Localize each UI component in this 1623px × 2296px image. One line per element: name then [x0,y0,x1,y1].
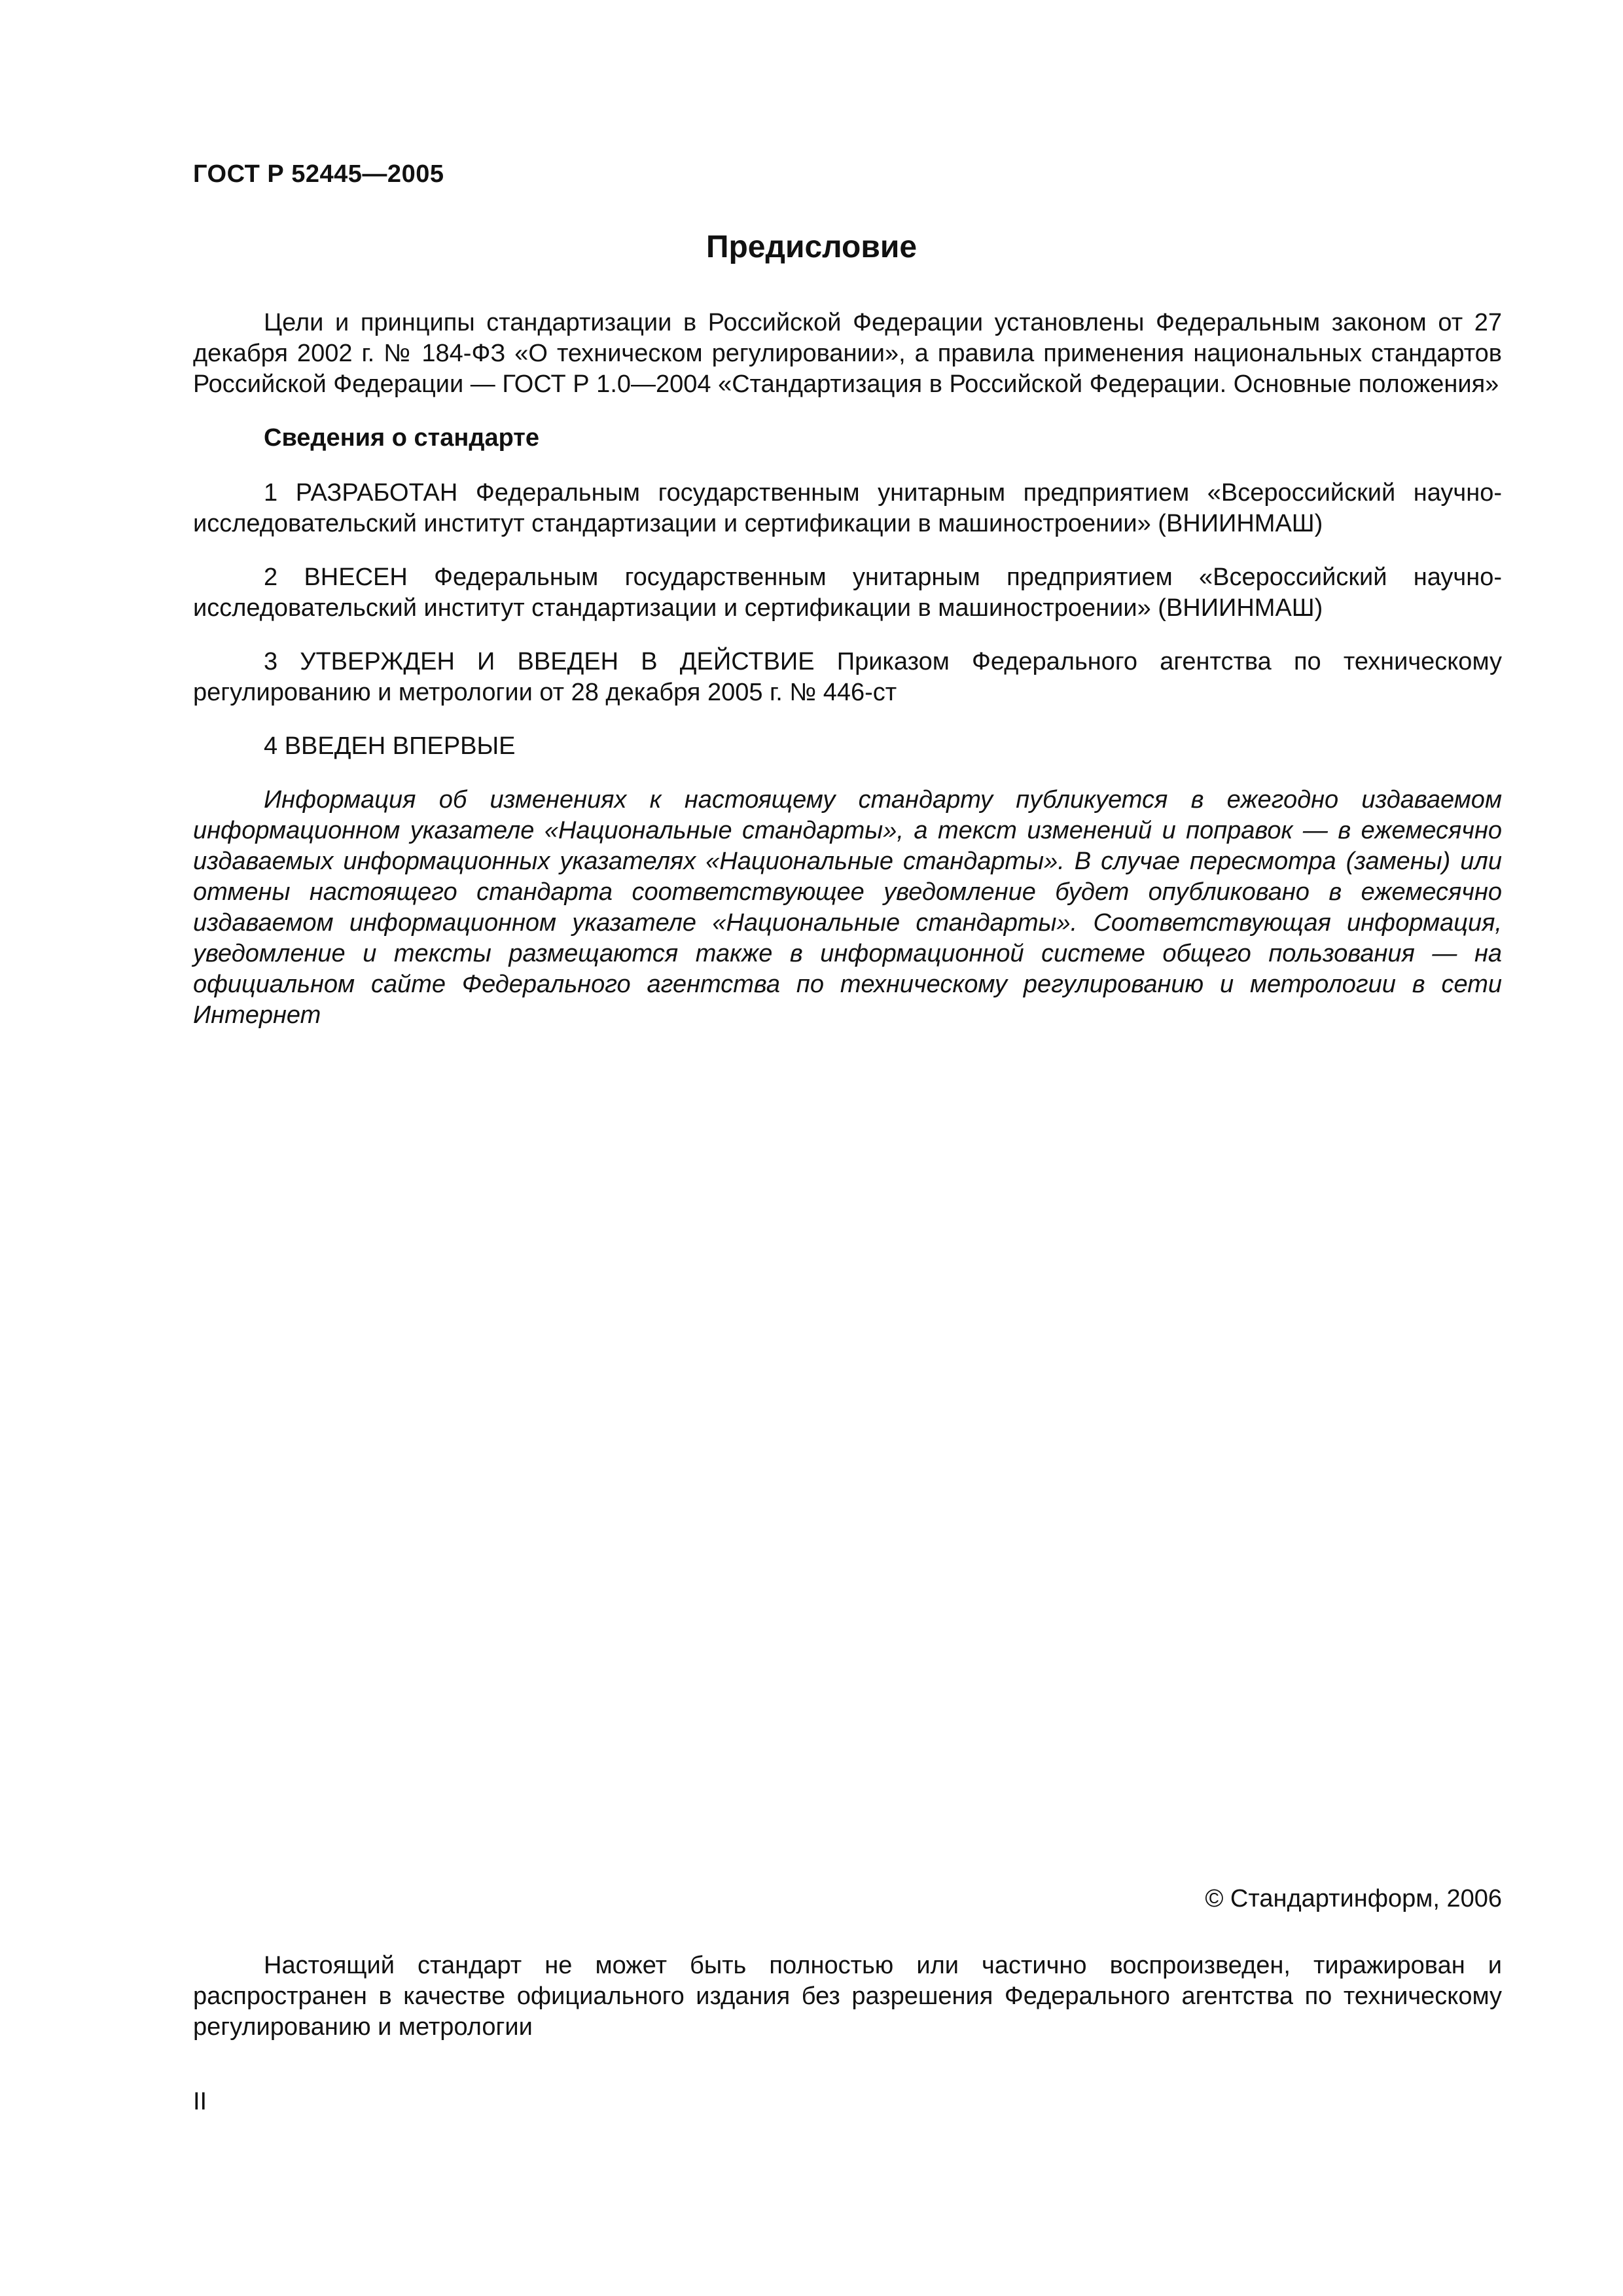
page-number: II [193,2088,207,2115]
item-approved: 3 УТВЕРЖДЕН И ВВЕДЕН В ДЕЙСТВИЕ Приказом Федерального агентства по техническому регулированию и метрологии от 28 декабря 2005 г. № 446-ст [193,648,1502,706]
item-introduced: 2 ВНЕСЕН Федеральным государственным унитарным предприятием «Всероссийский научно-исследовательский институт стандартизации и сертификации в машиностроении» (ВНИИНМАШ) [193,564,1502,622]
section-heading: Сведения о стандарте [264,424,540,452]
copyright-line: © Стандартинформ, 2006 [1205,1885,1502,1912]
intro-paragraph: Цели и принципы стандартизации в Российской Федерации установлены Федеральным законом от 27 декабря 2002 г. № 184-ФЗ «О техническом регулировании», а правила применения национальных стандартов Российской Федерации — ГОСТ Р 1.0—2004 «Стандартизация в Российской Федерации. Основные положения» [193,309,1502,398]
information-note: Информация об изменениях к настоящему стандарту публикуется в ежегодно издаваемом информационном указателе «Национальные стандарты», а текст изменений и поправок — в ежемесячно издаваемых информационных указателях «Национальные стандарты». В случае пересмотра (замены) или отмены настоящего стандарта соответствующее уведомление будет опубликовано в ежемесячно издаваемом информационном указателе «Национальные стандарты». Соответствующая информация, уведомление и тексты размещаются также в информационной системе общего пользования — на официальном сайте Федерального агентства по техническому регулированию и метрологии в сети Интернет [193,786,1502,1029]
item-first-introduced: 4 ВВЕДЕН ВПЕРВЫЕ [264,732,516,760]
document-body [193,308,1502,1054]
reproduction-notice: Настоящий стандарт не может быть полностью или частично воспроизведен, тиражирован и распространен в качестве официального издания без разрешения Федерального агентства по техническому регулированию и метрологии [193,1952,1502,2041]
item-developed: 1 РАЗРАБОТАН Федеральным государственным унитарным предприятием «Всероссийский научно-исследовательский институт стандартизации и сертификации в машиностроении» (ВНИИНМАШ) [193,479,1502,537]
page-title: Предисловие [705,230,918,264]
standard-code: ГОСТ Р 52445—2005 [193,160,444,188]
